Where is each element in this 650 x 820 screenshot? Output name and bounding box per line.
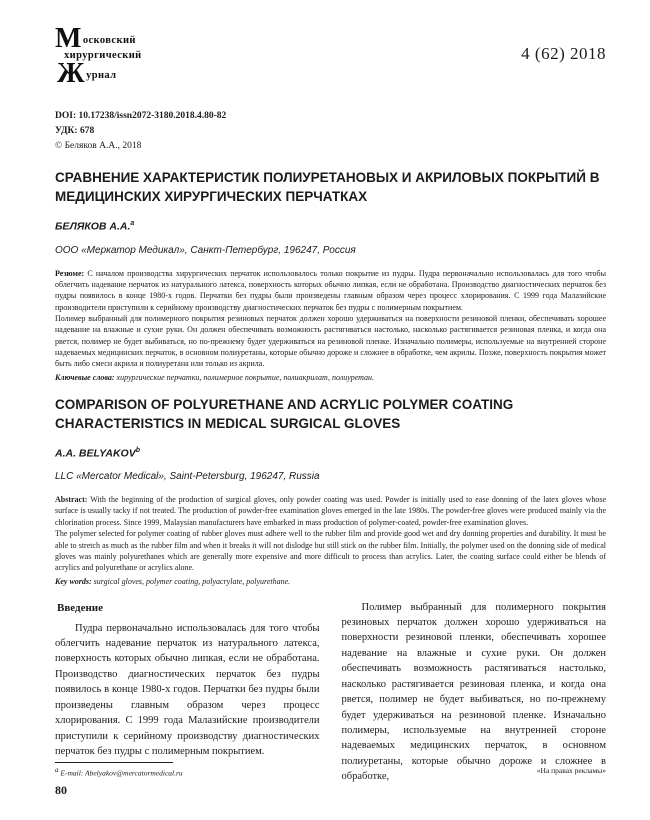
- doi-line: DOI: 10.17238/issn2072-3180.2018.4.80-82: [55, 111, 227, 122]
- keywords-ru: [55, 372, 606, 384]
- article-title-ru: СРАВНЕНИЕ ХАРАКТЕРИСТИК ПОЛИУРЕТАНОВЫХ И АКРИЛОВЫХ ПОКРЫТИЙ В МЕДИЦИНСКИХ ХИРУРГИЧЕСКИХ ПЕРЧАТКАХ: [55, 170, 600, 205]
- issue-number: 4 (62) 2018: [521, 44, 606, 63]
- abstract-en: [55, 494, 606, 588]
- abstract-en-label: Abstract:: [55, 495, 88, 505]
- keywords-ru-label: Ключевые слова:: [55, 372, 115, 382]
- abstract-ru-text-1: С началом производства хирургических перчаток использовалось только покрытие из пудры. Пудра первоначально использовалась для того чтобы облегчить надевание перчаток из натурального латекса, поверхность которых обычно липкая, если не обработана. Производство диагностических перчаток без пудры появилось в конце 1980-х годов. Перчатки без пудры были произведены главным образом через процесс хлорирования. С 1999 года Малазийские производители приступили к серийному производству диагностических перчаток без пудры с полимерным покрытием.: [55, 268, 607, 312]
- author-ru-affil-mark: a: [130, 220, 135, 228]
- article-title-en: COMPARISON OF POLYURETHANE AND ACRYLIC POLYMER COATING CHARACTERISTICS IN MEDICAL SURGICAL GLOVES: [55, 396, 514, 431]
- footnote-divider: [55, 762, 173, 763]
- right-column: [342, 600, 607, 785]
- abstract-en-paragraph-2: The polymer selected for polymer coating of rubber gloves must adhere well to the rubber film and provide good wet and dry donning properties and durability. It must be able to stretch as much as the rubber film and when it breaks it will not dislodge but still stick on the rubber film. Initially, the polymer used on the donning side of medical gloves was mainly polyurethanes which are generally more expensive and more difficult to process than acrylics. Later, the coating surface could either be blends of acrylics and polyurethane or acrylics alone.: [55, 529, 606, 573]
- keywords-ru-text: хирургические перчатки, полимерное покрытие, полиакрилат, полиуретан.: [116, 372, 374, 382]
- email-footnote: [55, 766, 183, 778]
- journal-logo: [55, 23, 142, 89]
- abstract-ru-paragraph-2: Полимер выбранный для полимерного покрытия резиновых перчаток должен хорошо удерживаться на поверхности резиновой пленки, обеспечивать хорошее надевание на влажные и сухие руки. Он должен обеспечивать возможность растягиваться настолько, насколько растягивается резиновая пленка, и когда она рвется, полимер не будет выбиваться, но по-прежнему будет удерживаться на резиновой пленке. Изначально полимеры, используемые на внутренней стороне надеваемых медицинских перчаток, в основном полиуретаны, которые обычно дороже и сложнее в обработке, чем акрилы. Позже, поверхность покрытия может быть либо смеси акрила и полиуретана или только из акрила.: [55, 314, 606, 369]
- logo-word-journal: [57, 57, 142, 89]
- logo-word-moscow-rest: осковский: [82, 35, 136, 46]
- page-number: 80: [55, 783, 67, 797]
- footnote-row: [55, 762, 606, 778]
- footnote-email-text: E-mail: Abelyakov@mercatormedical.ru: [58, 768, 183, 778]
- footnote-mark: a: [55, 766, 59, 774]
- copyright-line: © Беляков А.А., 2018: [55, 141, 142, 152]
- footnote-block: [55, 762, 183, 778]
- logo-letter-zh: Ж: [57, 57, 86, 89]
- article-body-columns: [55, 600, 606, 785]
- keywords-en: [55, 576, 606, 588]
- intro-heading: Введение: [57, 601, 104, 614]
- page-header: [55, 23, 606, 89]
- author-en-affil-mark: b: [135, 446, 140, 454]
- udk-line: УДК: 678: [55, 126, 95, 137]
- logo-word-moscow: [55, 23, 142, 54]
- advertisement-note: «На правах рекламы»: [536, 766, 606, 775]
- intro-paragraph-right: Полимер выбранный для полимерного покрытия резиновых перчаток должен хорошо удерживаться на поверхности резиновой пленки, обеспечивать хорошее надевание на влажные и сухие руки. Он должен обеспечивать возможность растягиваться настолько, насколько растягивается резиновая пленка, и когда она рвется, полимер не будет выбиваться, но по-прежнему будет удерживаться на резиновой пленке. Изначально полимеры, используемые на внутренней стороне надеваемых медицинских перчаток, в основном полиуретаны, которые обычно дороже и сложнее в обработке,: [341, 601, 606, 783]
- author-en-name: A.A. BELYAKOV: [55, 447, 136, 460]
- abstract-en-paragraph-1: [55, 494, 606, 528]
- abstract-ru-label: Резюме:: [55, 268, 85, 278]
- abstract-ru: [55, 268, 606, 384]
- author-ru-name: БЕЛЯКОВ А.А.: [55, 220, 131, 233]
- affiliation-ru: ООО «Меркатор Медикал», Санкт-Петербург, 196247, Россия: [55, 244, 356, 256]
- logo-word-surgical: хирургический: [64, 50, 142, 62]
- logo-letter-m: М: [55, 23, 82, 54]
- left-column: [55, 600, 320, 785]
- author-en: [55, 447, 606, 460]
- english-section: [55, 396, 606, 588]
- abstract-ru-paragraph-1: [55, 268, 606, 313]
- intro-paragraph-left: Пудра первоначально использовалась для того чтобы облегчить надевание перчаток из натурального латекса, поверхность которых обычно липкая, если не обработана. Производство диагностических перчаток без пудры появилось в конце 1980-х годов. Перчатки без пудры были произведены главным образом через процесс хлорирования. С 1999 года Малазийские производители приступили к серийному производству диагностических перчаток без пудры с полимерным покрытием.: [55, 622, 320, 757]
- abstract-en-text-1: With the beginning of the production of surgical gloves, only powder coating was used. Powder is initially used to ease donning of the latex gloves whose surface is usually tacky if not treated. The production of powder-free examination gloves emerged in the late 1980s. The powder-free gloves were produced mainly via the chlorination process. Since 1999, Malaysian manufacturers have embarked in mass production of polymer-coated, powder-free examination gloves.: [55, 495, 607, 527]
- author-ru: [55, 220, 606, 233]
- affiliation-en: LLC «Mercator Medical», Saint-Petersburg, 196247, Russia: [55, 471, 320, 483]
- article-meta: [55, 111, 606, 151]
- logo-word-journal-rest: урнал: [86, 69, 117, 81]
- keywords-en-label: Key words:: [55, 576, 92, 586]
- keywords-en-text: surgical gloves, polymer coating, polyacrylate, polyurethane.: [93, 576, 291, 586]
